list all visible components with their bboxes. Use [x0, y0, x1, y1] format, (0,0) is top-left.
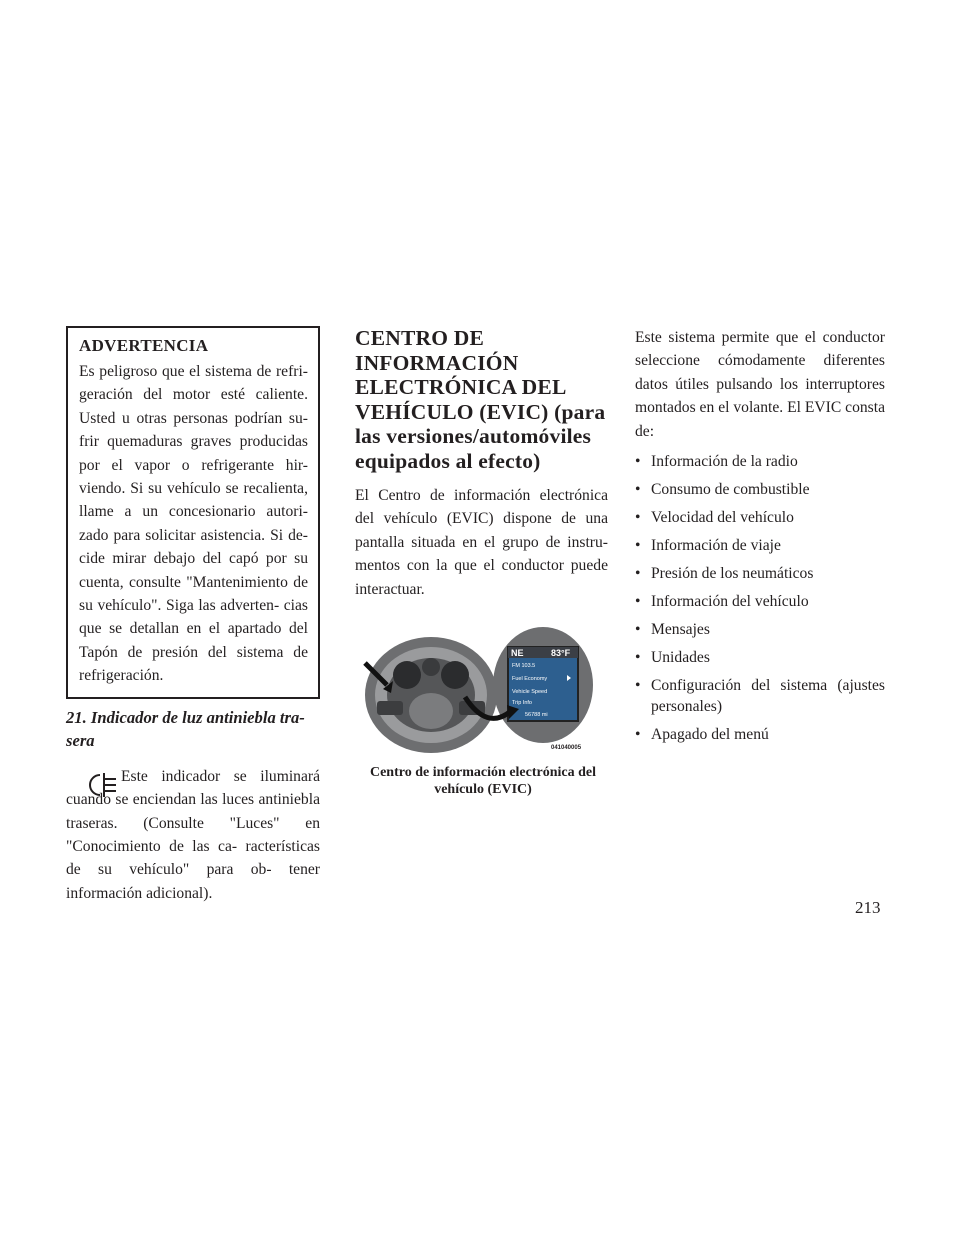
list-item: • Unidades [635, 647, 885, 668]
indicator-text: Este indicador se iluminará cuando se enciendan las luces antiniebla traseras. (Consulte "Luces" en "Conocimiento de las ca- racterísticas de su vehículo" para ob- tener información adicional). [66, 767, 320, 902]
left-column [66, 326, 320, 905]
display-header-left: NE [511, 648, 524, 659]
section-title: CENTRO DE INFORMACIÓN ELECTRÓNICA DEL VEHÍCULO (EVIC) (para las versiones/automóviles equipados al efecto) [355, 326, 606, 473]
figure-code: 041040005 [551, 745, 582, 752]
display-menu-item: 56788 mi [525, 712, 548, 719]
figure-caption: Centro de información electrónica del vehículo (EVIC) [369, 765, 597, 798]
display-menu-item: Vehicle Speed [512, 689, 548, 696]
display-header-right: 83°F [551, 648, 571, 659]
display-menu-item: Trip Info [512, 700, 532, 707]
evic-item-list [635, 451, 885, 745]
indicator-heading: 21. Indicador de luz antiniebla tra- sera [66, 707, 305, 750]
evic-intro: El Centro de información electrónica del vehículo (EVIC) dispone de una pantalla situada en el grupo de instru- mentos con la que el conductor puede interactuar. [355, 487, 608, 598]
display-menu-item: FM 103.5 [512, 663, 536, 670]
indicator-block [66, 765, 320, 905]
warning-box [66, 326, 320, 699]
list-item: • Mensajes [635, 619, 885, 640]
list-item: • Velocidad del vehículo [635, 507, 885, 528]
evic-figure [361, 623, 597, 798]
list-item: • Información de viaje [635, 535, 885, 556]
list-item: • Presión de los neumáticos [635, 563, 885, 584]
evic-description: Este sistema permite que el conductor seleccione cómodamente diferentes datos útiles pulsando los interruptores montados en el volante. El EVIC consta de: [635, 329, 885, 440]
list-item: • Configuración del sistema (ajustes personales) [635, 675, 885, 717]
display-menu-item: Fuel Economy [512, 676, 548, 683]
warning-text: Es peligroso que el sistema de refri- geración del motor esté caliente. Usted u otras personas podrían su- frir quemaduras graves producidas por el vapor o refrigerante hir- viendo. Si su vehículo se recalienta, llame a un concesionario autori- zado para solicitar asistencia. Si de- cide mirar debajo del capó por su cuenta, consulte "Mantenimiento de su vehículo". Siga las adverten- cias que se detallan en el apartado del Tapón de presión del sistema de refrigeración. [79, 363, 308, 685]
middle-column [355, 326, 608, 798]
list-item: • Consumo de combustible [635, 479, 885, 500]
list-item: • Información de la radio [635, 451, 885, 472]
steering-wheel-illustration [361, 623, 593, 755]
list-item: • Apagado del menú [635, 724, 885, 745]
page-number: 213 [855, 898, 881, 917]
rear-fog-light-icon [84, 769, 120, 801]
list-item: • Información del vehículo [635, 591, 885, 612]
right-column [635, 326, 885, 752]
warning-title: ADVERTENCIA [79, 336, 209, 355]
